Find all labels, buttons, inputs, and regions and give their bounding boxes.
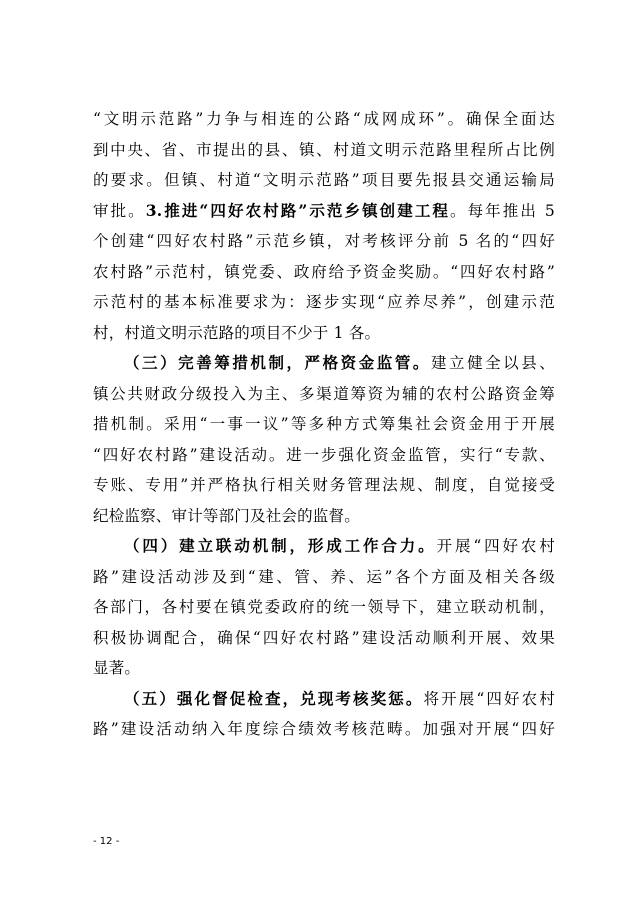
- text-run: 将开展“四好农村: [423, 689, 555, 708]
- text-run: 显著。: [93, 659, 141, 677]
- text-line: [93, 135, 555, 166]
- text-line: [93, 257, 555, 288]
- paragraph-2: [93, 348, 555, 531]
- text-line: [93, 470, 555, 501]
- text-line: [93, 226, 555, 257]
- text-run: “文明示范路”力争与相连的公路“成网成环”。确保全面达: [93, 110, 555, 128]
- text-run: “四好农村路”建设活动。进一步强化资金监管，实行“专款、: [93, 445, 555, 464]
- text-line: [93, 409, 555, 440]
- text-line: [93, 440, 555, 471]
- bold-heading-run: （三）完善筹措机制，严格资金监管。: [124, 353, 431, 372]
- text-line: [93, 684, 555, 715]
- text-line: [93, 592, 555, 623]
- text-line: [93, 714, 555, 745]
- text-run: 积极协调配合，确保“四好农村路”建设活动顺利开展、效果: [93, 628, 555, 647]
- text-run: 专账、专用”并严格执行相关财务管理法规、制度，自觉接受: [93, 476, 555, 494]
- text-line: [93, 165, 555, 196]
- text-line: [93, 348, 555, 379]
- text-run: 镇公共财政分级投入为主、多渠道筹资为辅的农村公路资金筹: [93, 384, 555, 403]
- text-run: 个创建“四好农村路”示范乡镇，对考核评分前 5 名的“四好: [93, 232, 555, 250]
- text-run: 纪检监察、审计等部门及社会的监督。: [93, 506, 360, 525]
- text-run: 各部门，各村要在镇党委政府的统一领导下，建立联动机制，: [93, 598, 555, 616]
- text-line: [93, 623, 555, 654]
- text-line: [93, 104, 555, 135]
- paragraph-1: [93, 104, 555, 348]
- text-run: 路”建设活动纳入年度综合绩效考核范畴。加强对开展“四好: [93, 720, 555, 738]
- document-body: [93, 104, 555, 745]
- bold-heading-run: （四）建立联动机制，形成工作合力。: [124, 536, 437, 555]
- text-line: [93, 287, 555, 318]
- text-run: 到中央、省、市提出的县、镇、村道文明示范路里程所占比例: [93, 140, 555, 159]
- text-line: [93, 196, 555, 227]
- text-line: [93, 653, 555, 684]
- bold-heading-run: （五）强化督促检查，兑现考核奖惩。: [124, 688, 424, 708]
- text-run: 审批。: [93, 201, 146, 220]
- text-run: 的要求。但镇、村道“文明示范路”项目要先报县交通运输局: [93, 171, 555, 189]
- text-run: 开展“四好农村: [436, 537, 555, 555]
- text-run: 建立健全以县、: [430, 354, 555, 372]
- text-run: 路”建设活动涉及到“建、管、养、运”各个方面及相关各级: [93, 567, 555, 586]
- paragraph-4: [93, 684, 555, 745]
- text-line: [93, 531, 555, 562]
- text-line: [93, 379, 555, 410]
- paragraph-3: [93, 531, 555, 684]
- text-line: [93, 562, 555, 593]
- bold-heading-run: 3.推进“四好农村路”示范乡镇创建工程: [145, 200, 450, 220]
- text-line: [93, 318, 555, 349]
- text-run: 村，村道文明示范路的项目不少于 1 各。: [93, 323, 381, 342]
- page-number: - 12 -: [93, 836, 120, 847]
- text-run: 。每年推出 5: [450, 201, 555, 220]
- text-run: 示范村的基本标准要求为：逐步实现“应养尽养”，创建示范: [93, 293, 555, 311]
- text-run: 农村路”示范村，镇党委、政府给予资金奖励。“四好农村路”: [93, 262, 555, 281]
- text-line: [93, 501, 555, 532]
- text-run: 措机制。采用“一事一议”等多种方式筹集社会资金用于开展: [93, 415, 555, 433]
